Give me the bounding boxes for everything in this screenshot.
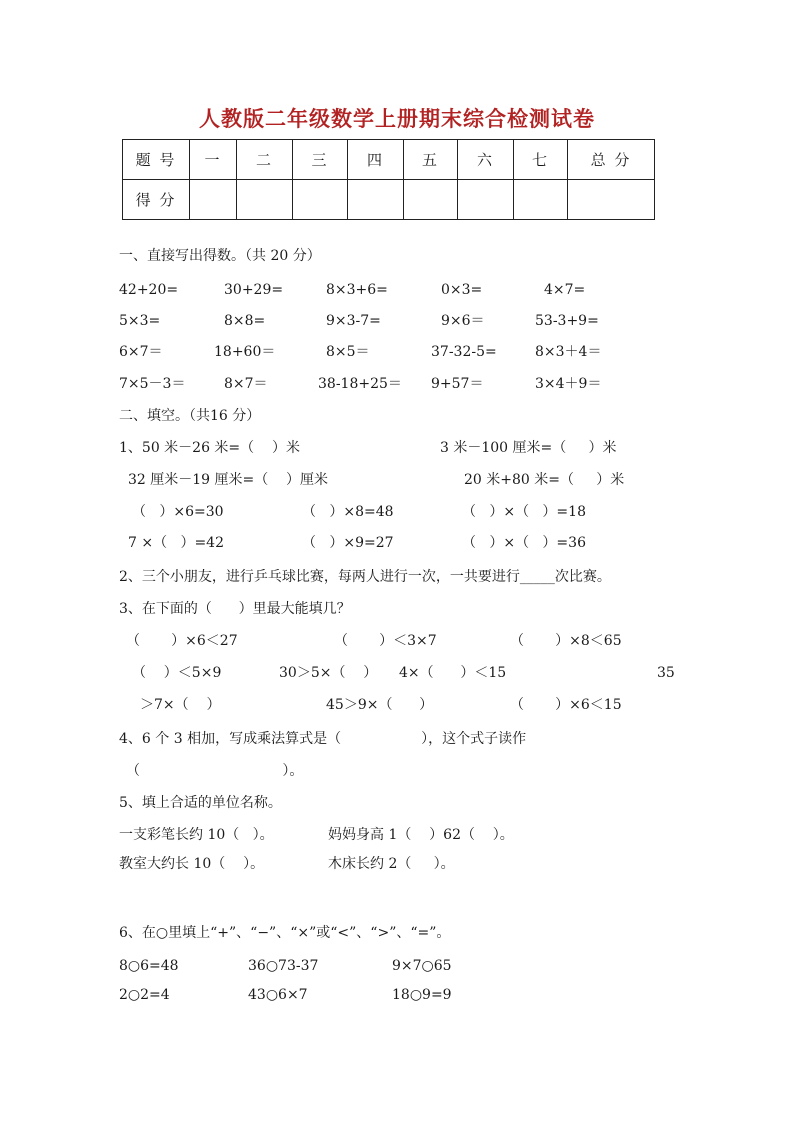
calc-item: 8×3＋4＝ xyxy=(535,344,602,360)
score-table-score-row xyxy=(123,180,655,220)
fill-item: （ ）＜3×7 xyxy=(334,633,437,649)
fill-item: 45＞9×（ ） xyxy=(326,697,434,713)
calc-item: 9×3-7= xyxy=(326,313,381,329)
fill-item: （ ）×（ ）=36 xyxy=(462,535,586,551)
question-2: 2、三个小朋友，进行乒乓球比赛，每两人进行一次，一共要进行_____次比赛。 xyxy=(119,569,611,585)
score-cell[interactable] xyxy=(348,180,404,220)
score-header-cell: 四 xyxy=(348,140,404,180)
calc-item: 8×5＝ xyxy=(326,344,370,360)
score-header-cell: 三 xyxy=(293,140,348,180)
score-header-cell: 七 xyxy=(514,140,568,180)
score-header-cell: 六 xyxy=(458,140,514,180)
calc-item: 18+60＝ xyxy=(214,344,276,360)
calc-item: 53-3+9= xyxy=(535,313,599,329)
fill-item: 教室大约长 10（ ）。 xyxy=(119,856,265,872)
calc-item: 7×5－3＝ xyxy=(119,376,186,392)
calc-item: 6×7＝ xyxy=(119,344,163,360)
page-title: 人教版二年级数学上册期末综合检测试卷 xyxy=(199,107,595,131)
score-header-label: 题 号 xyxy=(123,140,190,180)
calc-item: 8×3+6= xyxy=(326,282,388,298)
fill-item: 9×7○65 xyxy=(392,958,452,974)
score-cell-total[interactable] xyxy=(568,180,655,220)
fill-item: （ ）×8=48 xyxy=(302,504,394,520)
fill-item: 2○2=4 xyxy=(119,987,170,1003)
question-4-line1: 4、6 个 3 相加，写成乘法算式是（ ），这个式子读作 xyxy=(119,731,527,747)
fill-item: 一支彩笔长约 10（ ）。 xyxy=(119,827,274,843)
fill-item: 43○6×7 xyxy=(248,987,308,1003)
calc-item: 0×3= xyxy=(441,282,483,298)
fill-item: 8○6=48 xyxy=(119,958,179,974)
score-cell[interactable] xyxy=(237,180,293,220)
fill-item: 1、50 米－26 米=（ ）米 xyxy=(119,440,300,456)
calc-item: 5×3= xyxy=(119,313,161,329)
fill-item: （ ）×8＜65 xyxy=(510,633,622,649)
score-cell[interactable] xyxy=(190,180,237,220)
score-table-header-row xyxy=(123,140,655,180)
score-cell[interactable] xyxy=(458,180,514,220)
fill-item: 35 xyxy=(657,665,675,681)
calc-item: 4×7= xyxy=(544,282,586,298)
fill-item: （ ）×6＜15 xyxy=(510,697,622,713)
question-3-heading: 3、在下面的（ ）里最大能填几？ xyxy=(119,601,351,617)
score-header-cell: 五 xyxy=(404,140,458,180)
score-header-total: 总 分 xyxy=(568,140,655,180)
score-cell[interactable] xyxy=(514,180,568,220)
section2-heading: 二、填空。（共16 分） xyxy=(119,408,261,424)
score-header-cell: 一 xyxy=(190,140,237,180)
fill-item: 30＞5×（ ） xyxy=(279,665,378,681)
calc-item: 8×8= xyxy=(224,313,266,329)
calc-item: 42+20= xyxy=(119,282,179,298)
question-4-line2: （ ）。 xyxy=(126,763,304,779)
fill-item: 32 厘米－19 厘米=（ ）厘米 xyxy=(128,472,329,488)
fill-item: 7 ×（ ）=42 xyxy=(128,535,224,551)
fill-item: 20 米+80 米=（ ）米 xyxy=(464,472,625,488)
score-header-cell: 二 xyxy=(237,140,293,180)
fill-item: （ ）×6=30 xyxy=(132,504,224,520)
fill-item: 18○9=9 xyxy=(392,987,452,1003)
fill-item: （ ）＜5×9 xyxy=(132,665,222,681)
calc-item: 9+57＝ xyxy=(431,376,484,392)
fill-item: （ ）×（ ）=18 xyxy=(462,504,586,520)
calc-item: 3×4＋9＝ xyxy=(535,376,602,392)
calc-item: 8×7＝ xyxy=(224,376,268,392)
fill-item: 木床长约 2（ ）。 xyxy=(328,856,455,872)
question-6-heading: 6、在○里填上“+”、“−”、“×”或“<”、“>”、“=”。 xyxy=(119,925,451,941)
fill-item: （ ）×9=27 xyxy=(302,535,394,551)
fill-item: ＞7×（ ） xyxy=(140,697,221,713)
calc-item: 37-32-5= xyxy=(431,344,497,360)
fill-item: （ ）×6＜27 xyxy=(126,633,238,649)
calc-item: 30+29= xyxy=(224,282,284,298)
score-cell[interactable] xyxy=(404,180,458,220)
score-row-label: 得 分 xyxy=(123,180,190,220)
score-table xyxy=(122,139,655,220)
score-cell[interactable] xyxy=(293,180,348,220)
calc-item: 38-18+25＝ xyxy=(318,376,402,392)
calc-item: 9×6＝ xyxy=(441,313,485,329)
fill-item: 36○73-37 xyxy=(248,958,319,974)
fill-item: 4×（ ）＜15 xyxy=(399,665,507,681)
section1-heading: 一、直接写出得数。（共 20 分） xyxy=(119,248,321,264)
fill-item: 妈妈身高 1（ ）62（ ）。 xyxy=(328,827,514,843)
question-5-heading: 5、填上合适的单位名称。 xyxy=(119,795,282,811)
fill-item: 3 米－100 厘米=（ ）米 xyxy=(440,440,617,456)
